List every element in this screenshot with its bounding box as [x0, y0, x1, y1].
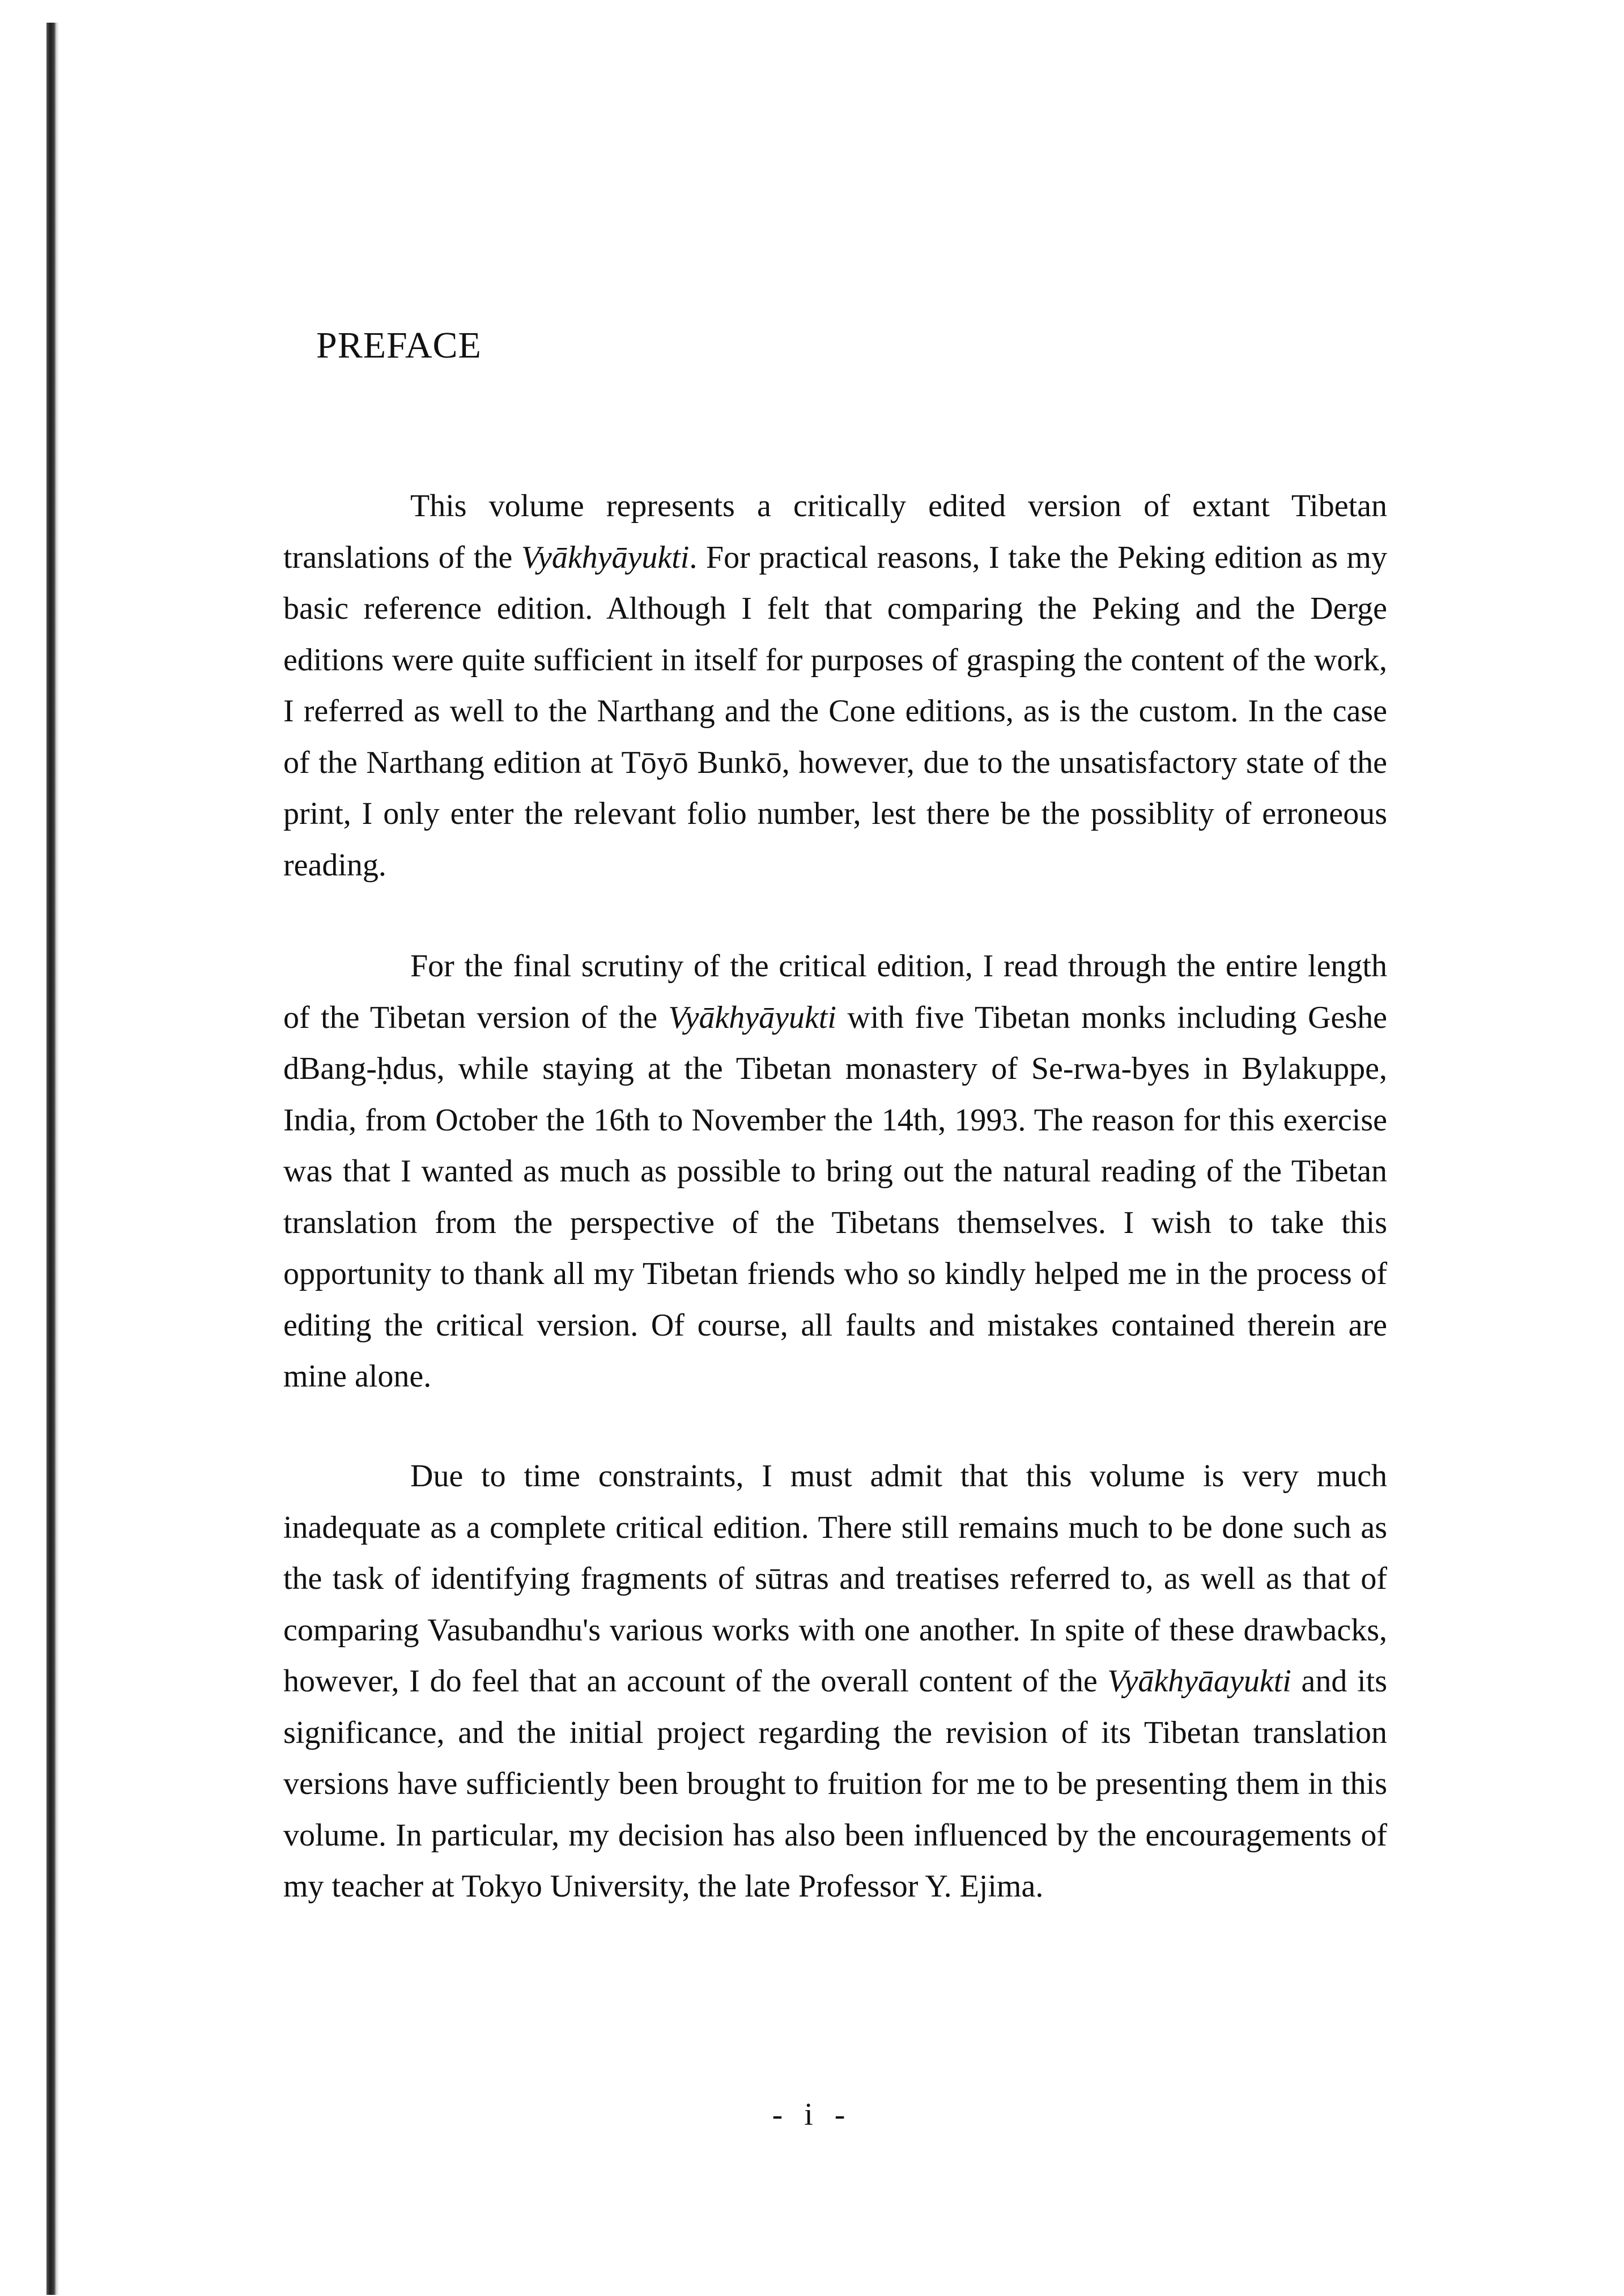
paragraph-3-text-a: Due to time constraints, I must admit that this volume is very much inadequate as a complete critical edition. There still remains much to be done such as the task of identifying fragments of sūtras and treatises referred to, as well as that of comparing Vasubandhu's various works with one another. In spite of these drawbacks, however, I do feel that an account of the overall content of the	[283, 1459, 1387, 1699]
paragraph-2-text-a: For the final scrutiny of the critical edition, I read through the entire length of the Tibetan version of the	[283, 949, 1387, 1035]
binding-edge	[46, 23, 56, 2295]
page-number: - i -	[772, 2097, 852, 2132]
paragraph-2-text-b: with five Tibetan monks including Geshe dBang-ḥdus, while staying at the Tibetan monastery of Se-rwa-byes in Bylakuppe, India, from October the 16th to November the 14th, 1993. The reason for this exercise was that I wanted as much as possible to bring out the natural reading of the Tibetan translation from the perspective of the Tibetans themselves. I wish to take this opportunity to thank all my Tibetan friends who so kindly helped me in the process of editing the critical version. Of course, all faults and mistakes contained therein are mine alone.	[283, 1000, 1387, 1394]
paragraph-3	[283, 1451, 1387, 1912]
paragraph-3-text-b: and its significance, and the initial project regarding the revision of its Tibetan translation versions have sufficiently been brought to fruition for me to be presenting them in this volume. In particular, my decision has also been influenced by the encouragements of my teacher at Tokyo University, the late Professor Y. Ejima.	[283, 1664, 1388, 1904]
paragraph-1-title-italic: Vyākhyāyukti	[521, 539, 690, 575]
binding-shadow	[56, 23, 59, 2295]
paragraph-1-text-b: . For practical reasons, I take the Peking edition as my basic reference edition. Although I felt that comparing the Peking and the Derge editions were quite sufficient in itself for purposes of grasping the content of the work, I referred as well to the Narthang and the Cone editions, as is the custom. In the case of the Narthang edition at Tōyō Bunkō, however, due to the unsatisfactory state of the print, I only enter the relevant folio number, lest there be the possiblity of erroneous reading.	[283, 539, 1387, 883]
paragraph-3-title-italic: Vyākhyāayukti	[1107, 1664, 1291, 1699]
paragraph-1	[283, 481, 1387, 891]
paragraph-2-title-italic: Vyākhyāyukti	[668, 1000, 836, 1035]
paragraph-2	[283, 941, 1387, 1402]
paragraph-1-text-a: This volume represents a critically edited version of extant Tibetan translations of the	[283, 488, 1387, 575]
page-title: PREFACE	[316, 325, 482, 366]
